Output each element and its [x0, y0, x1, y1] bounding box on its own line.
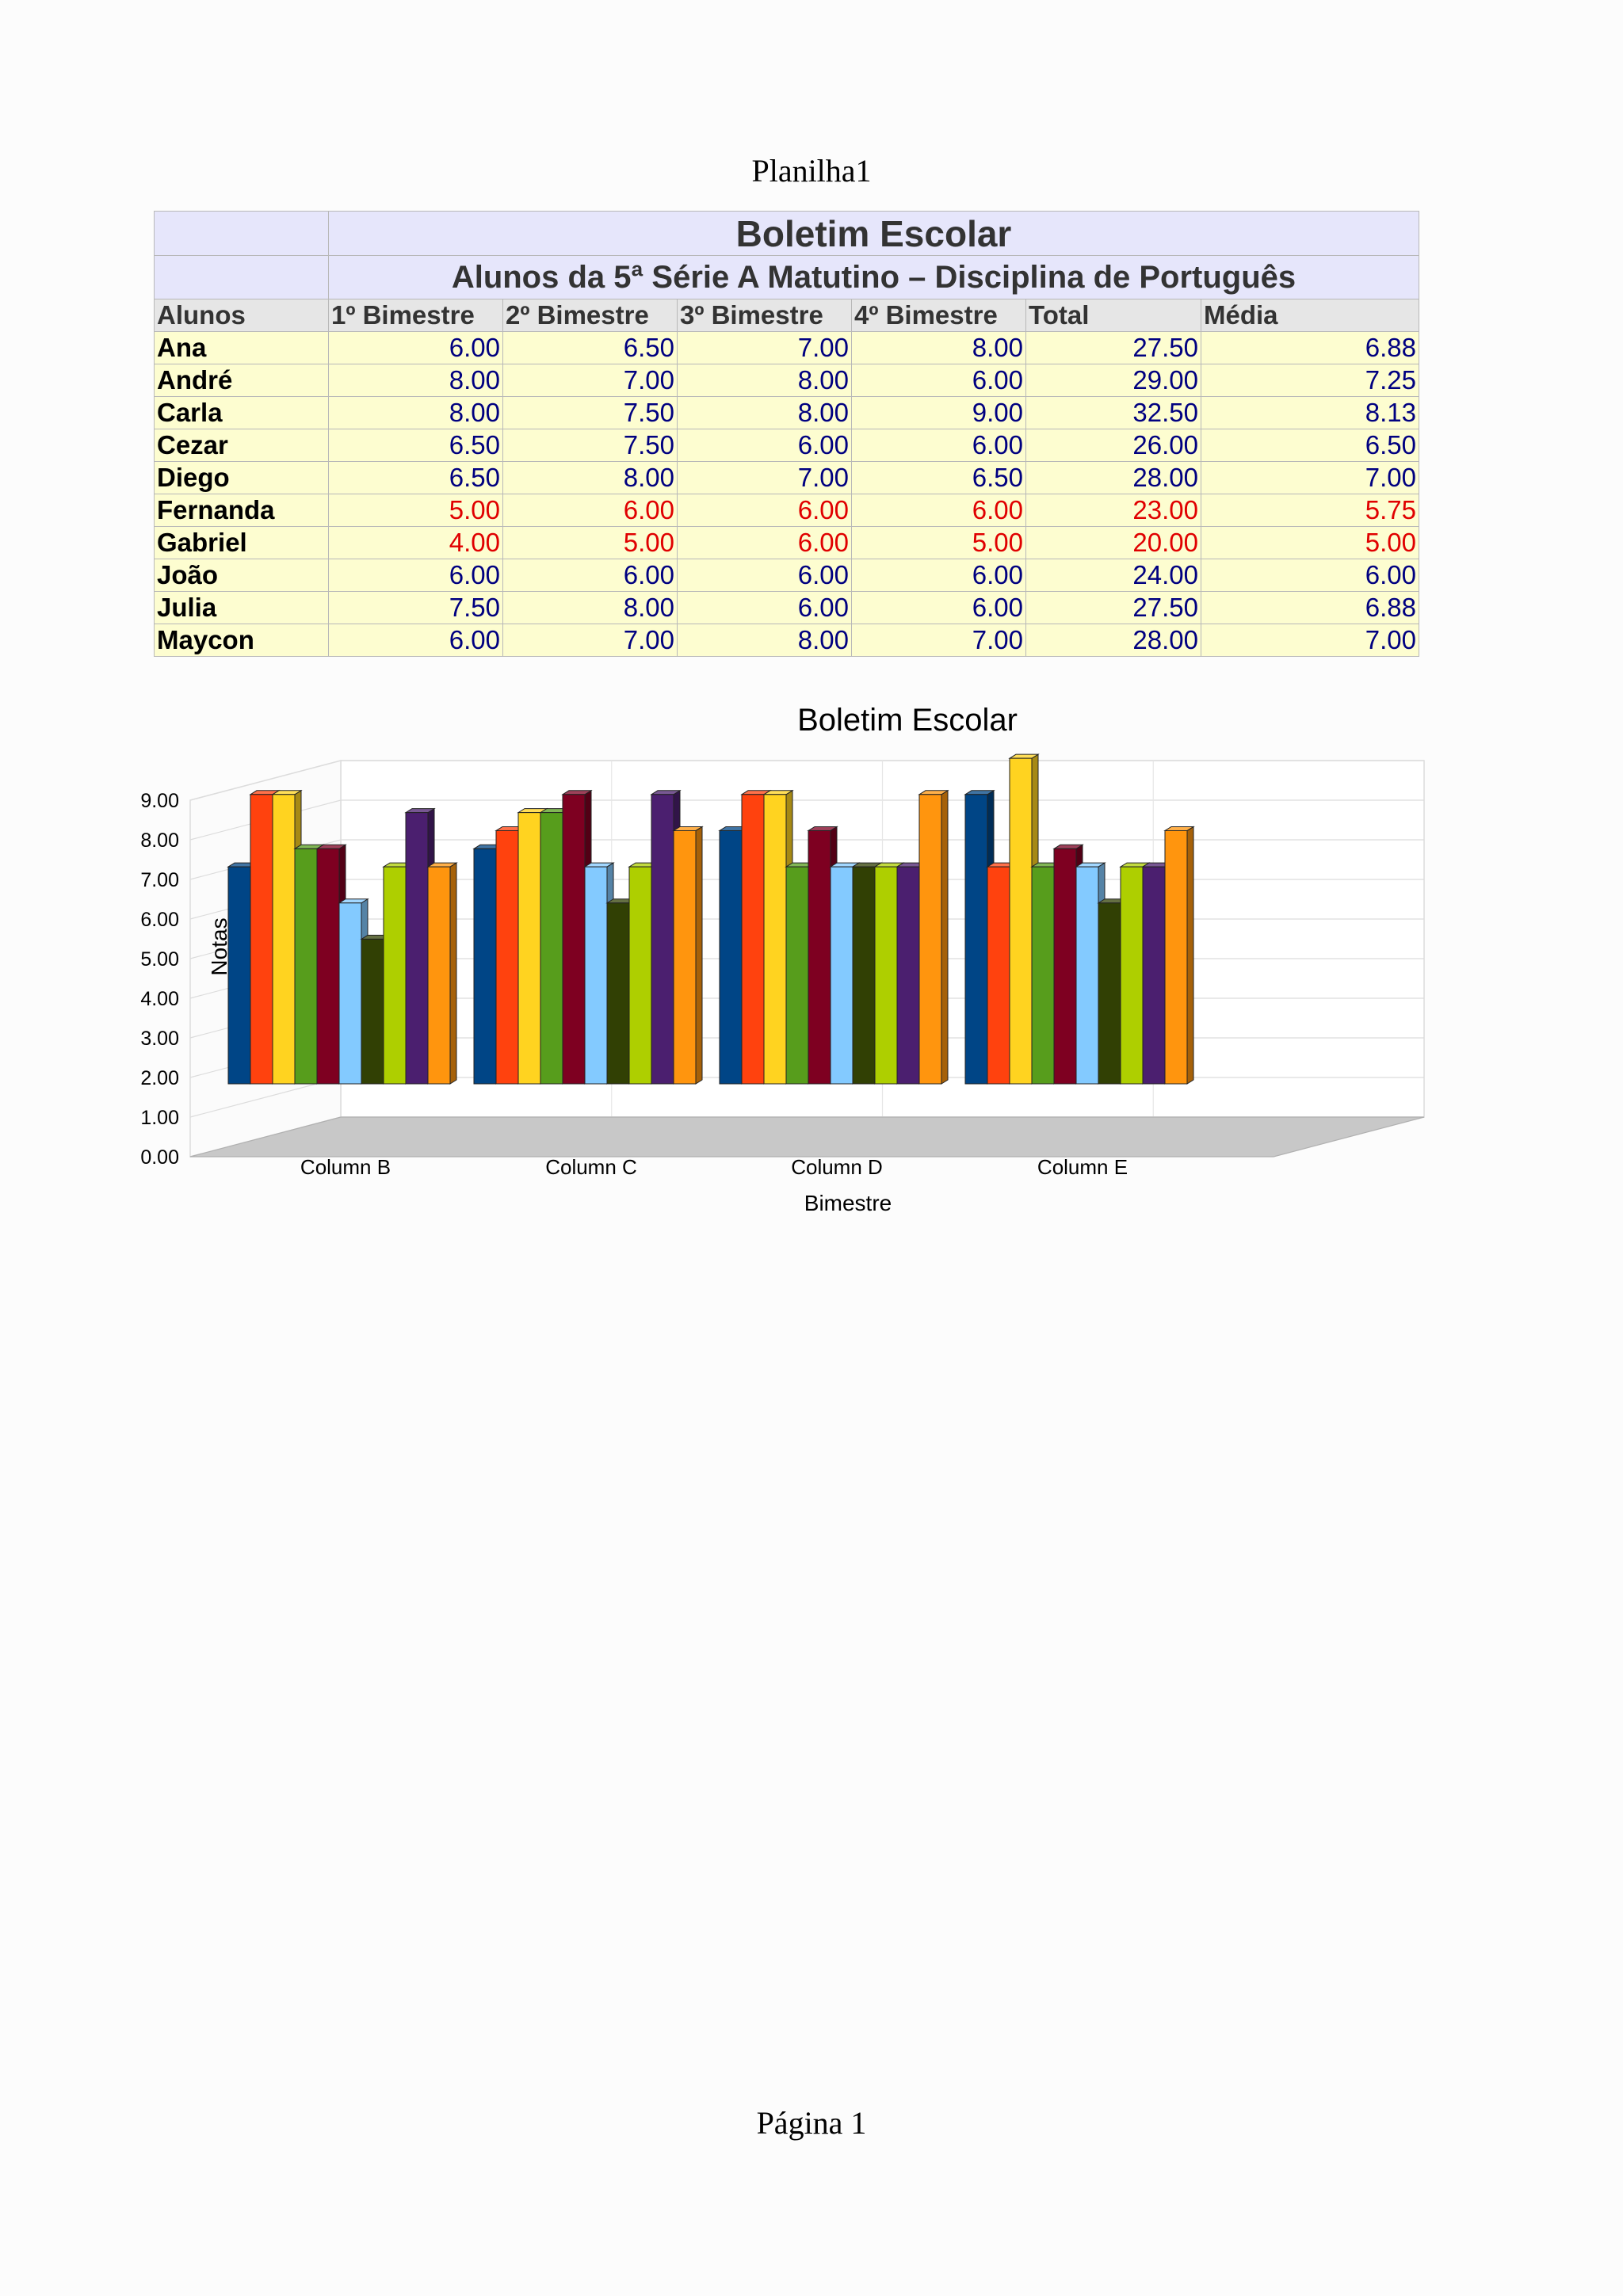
header-cell: 1º Bimestre [329, 299, 503, 332]
bar [674, 830, 696, 1084]
grade-cell-media: 5.00 [1201, 527, 1419, 559]
bar-side [1187, 826, 1193, 1084]
table-row [155, 527, 1419, 559]
student-name: Fernanda [155, 494, 329, 527]
table-row [155, 592, 1419, 624]
bar [406, 813, 428, 1084]
header-cell: Média [1201, 299, 1419, 332]
grade-cell-b1: 6.00 [329, 559, 503, 592]
y-tick-label: 4.00 [140, 988, 179, 1010]
grade-cell-media: 5.75 [1201, 494, 1419, 527]
y-tick-label: 9.00 [140, 790, 179, 812]
student-name: Ana [155, 332, 329, 364]
grade-cell-b3: 7.00 [678, 332, 852, 364]
bar [720, 830, 742, 1084]
y-tick-label: 7.00 [140, 869, 179, 891]
grade-cell-b2: 7.50 [503, 429, 678, 462]
bar [474, 849, 496, 1084]
bar [607, 903, 629, 1084]
chart-floor [190, 1117, 1424, 1157]
y-tick-label: 5.00 [140, 948, 179, 971]
grade-cell-total: 26.00 [1026, 429, 1201, 462]
grade-cell-b1: 5.00 [329, 494, 503, 527]
bar [1054, 849, 1076, 1084]
table-row [155, 429, 1419, 462]
student-name: Gabriel [155, 527, 329, 559]
y-tick-label: 3.00 [140, 1028, 179, 1050]
grade-cell-b3: 6.00 [678, 592, 852, 624]
grade-cell-b4: 6.00 [852, 592, 1026, 624]
student-name: Diego [155, 462, 329, 494]
bar [540, 813, 563, 1084]
page-footer: Página 1 [756, 2105, 867, 2141]
x-tick-label: Column E [1037, 1155, 1128, 1179]
grade-cell-b2: 7.00 [503, 364, 678, 397]
bar [1165, 830, 1187, 1084]
grade-cell-b3: 6.00 [678, 494, 852, 527]
y-tick-label: 6.00 [140, 909, 179, 931]
header-row [155, 299, 1419, 332]
bar [1098, 903, 1121, 1084]
bar [629, 867, 651, 1084]
grade-cell-b2: 6.00 [503, 559, 678, 592]
student-name: Maycon [155, 624, 329, 657]
grade-cell-b3: 6.00 [678, 429, 852, 462]
grade-cell-b3: 7.00 [678, 462, 852, 494]
bar [1076, 867, 1098, 1084]
grade-cell-b1: 6.50 [329, 462, 503, 494]
table-row [155, 559, 1419, 592]
bar [585, 867, 607, 1084]
bar [853, 867, 875, 1084]
table-row [155, 364, 1419, 397]
bar [1121, 867, 1143, 1084]
grade-cell-b2: 8.00 [503, 592, 678, 624]
grade-cell-total: 24.00 [1026, 559, 1201, 592]
header-cell: 3º Bimestre [678, 299, 852, 332]
bar [786, 867, 808, 1084]
bar [919, 795, 941, 1084]
bar [651, 795, 674, 1084]
bar [250, 795, 273, 1084]
header-cell: 4º Bimestre [852, 299, 1026, 332]
grade-cell-b1: 8.00 [329, 364, 503, 397]
grade-cell-total: 28.00 [1026, 462, 1201, 494]
table-row [155, 494, 1419, 527]
bar [1010, 758, 1032, 1084]
grade-cell-media: 8.13 [1201, 397, 1419, 429]
y-tick-label: 0.00 [140, 1146, 179, 1169]
grade-cell-b4: 8.00 [852, 332, 1026, 364]
grade-cell-b3: 8.00 [678, 624, 852, 657]
grade-table [154, 211, 1419, 657]
grade-cell-b2: 6.50 [503, 332, 678, 364]
bar [831, 867, 853, 1084]
chart-canvas [140, 689, 1426, 1228]
bar-side [941, 791, 948, 1084]
grade-cell-b3: 8.00 [678, 397, 852, 429]
grade-cell-b1: 6.50 [329, 429, 503, 462]
grade-cell-total: 27.50 [1026, 592, 1201, 624]
y-tick-label: 8.00 [140, 830, 179, 852]
grade-cell-b2: 6.00 [503, 494, 678, 527]
grade-cell-b4: 6.00 [852, 559, 1026, 592]
table-row [155, 624, 1419, 657]
grade-cell-media: 6.88 [1201, 332, 1419, 364]
grade-cell-total: 28.00 [1026, 624, 1201, 657]
grade-cell-b3: 6.00 [678, 527, 852, 559]
bar [384, 867, 406, 1084]
grade-cell-media: 6.00 [1201, 559, 1419, 592]
grade-cell-total: 32.50 [1026, 397, 1201, 429]
bar [1032, 867, 1054, 1084]
grade-cell-b4: 6.00 [852, 364, 1026, 397]
student-name: André [155, 364, 329, 397]
sheet-subtitle: Alunos da 5ª Série A Matutino – Disciplina de Português [329, 256, 1419, 299]
bar-side [696, 826, 702, 1084]
bar [875, 867, 897, 1084]
y-axis-title: Notas [207, 917, 231, 976]
grade-cell-b1: 4.00 [329, 527, 503, 559]
page-header: Planilha1 [751, 153, 872, 189]
table-row [155, 462, 1419, 494]
grade-cell-b2: 7.00 [503, 624, 678, 657]
x-tick-label: Column C [545, 1155, 637, 1179]
bar [808, 830, 831, 1084]
x-tick-label: Column B [300, 1155, 391, 1179]
y-tick-label: 2.00 [140, 1067, 179, 1089]
sheet-title: Boletim Escolar [329, 212, 1419, 256]
bar [1143, 867, 1165, 1084]
bar [228, 867, 250, 1084]
header-cell: Alunos [155, 299, 329, 332]
bar [428, 867, 450, 1084]
grade-cell-media: 6.88 [1201, 592, 1419, 624]
bar [764, 795, 786, 1084]
grade-cell-b2: 5.00 [503, 527, 678, 559]
bar [965, 795, 987, 1084]
student-name: Julia [155, 592, 329, 624]
grade-cell-b4: 9.00 [852, 397, 1026, 429]
bar [742, 795, 764, 1084]
x-tick-label: Column D [791, 1155, 883, 1179]
bar [987, 867, 1010, 1084]
grade-cell-media: 6.50 [1201, 429, 1419, 462]
student-name: Carla [155, 397, 329, 429]
grade-cell-b3: 8.00 [678, 364, 852, 397]
header-cell: 2º Bimestre [503, 299, 678, 332]
table-row [155, 332, 1419, 364]
bar [897, 867, 919, 1084]
grade-cell-media: 7.00 [1201, 462, 1419, 494]
grade-cell-total: 27.50 [1026, 332, 1201, 364]
header-cell: Total [1026, 299, 1201, 332]
grade-cell-b4: 7.00 [852, 624, 1026, 657]
grade-cell-b4: 5.00 [852, 527, 1026, 559]
bar [317, 849, 339, 1084]
grade-cell-total: 20.00 [1026, 527, 1201, 559]
bar-side [450, 863, 456, 1084]
grade-cell-b1: 8.00 [329, 397, 503, 429]
grade-cell-total: 29.00 [1026, 364, 1201, 397]
grade-cell-total: 23.00 [1026, 494, 1201, 527]
bar [496, 830, 518, 1084]
y-tick-label: 1.00 [140, 1107, 179, 1129]
x-axis-title: Bimestre [804, 1191, 892, 1215]
bar [339, 903, 361, 1084]
bar [563, 795, 585, 1084]
grade-cell-media: 7.00 [1201, 624, 1419, 657]
grade-cell-b2: 7.50 [503, 397, 678, 429]
grade-chart [140, 689, 1426, 1228]
grade-cell-b3: 6.00 [678, 559, 852, 592]
bar [361, 939, 384, 1084]
grade-cell-b4: 6.00 [852, 429, 1026, 462]
grade-cell-b1: 6.00 [329, 332, 503, 364]
grade-cell-b1: 7.50 [329, 592, 503, 624]
grade-cell-b2: 8.00 [503, 462, 678, 494]
grade-cell-b4: 6.00 [852, 494, 1026, 527]
bar [273, 795, 295, 1084]
bar [295, 849, 317, 1084]
chart-title: Boletim Escolar [797, 703, 1018, 738]
grade-cell-media: 7.25 [1201, 364, 1419, 397]
table-row [155, 397, 1419, 429]
grade-cell-b1: 6.00 [329, 624, 503, 657]
bar [518, 813, 540, 1084]
grade-cell-b4: 6.50 [852, 462, 1026, 494]
student-name: João [155, 559, 329, 592]
student-name: Cezar [155, 429, 329, 462]
